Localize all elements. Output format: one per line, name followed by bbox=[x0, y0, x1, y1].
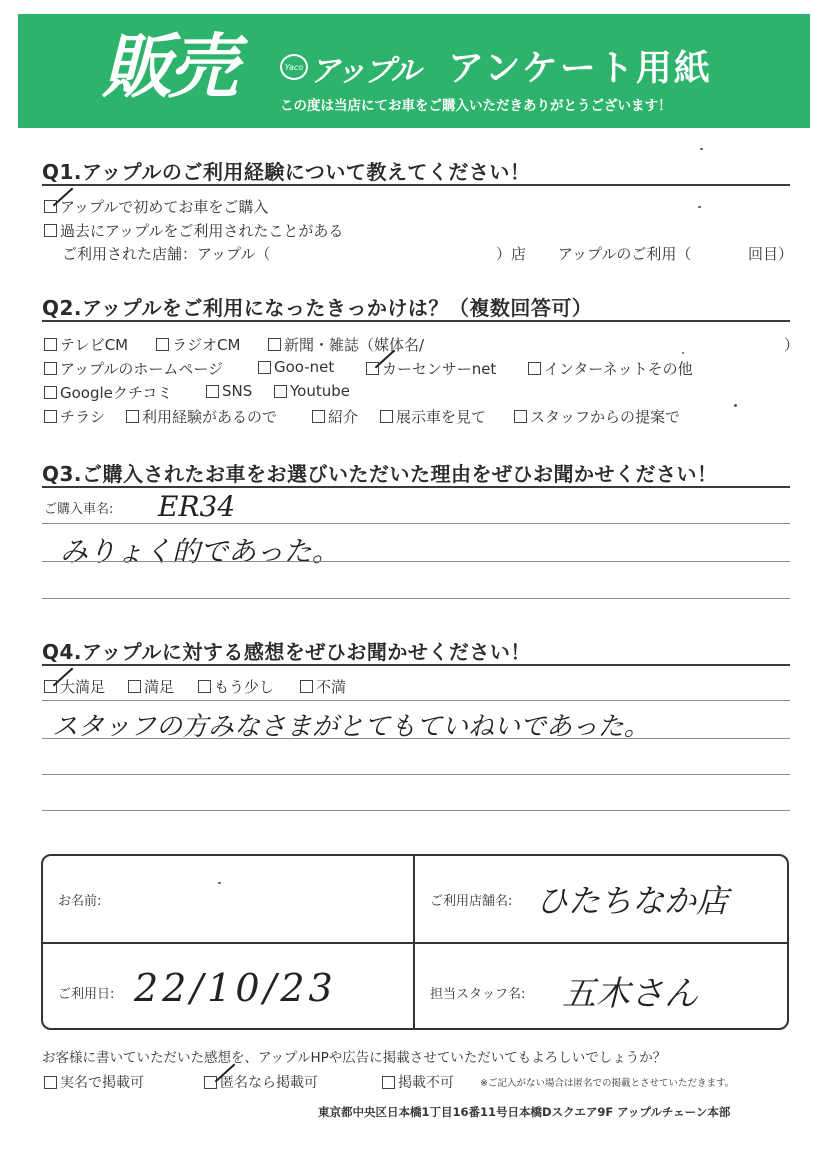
checkbox[interactable] bbox=[528, 362, 541, 375]
q2-option-sns[interactable]: SNS bbox=[206, 382, 252, 400]
q2-divider bbox=[42, 320, 790, 322]
q2-option-showroom-car[interactable]: 展示車を見て bbox=[380, 406, 486, 427]
q1-option-used-before[interactable]: 過去にアップルをご利用されたことがある bbox=[44, 220, 343, 241]
scan-speck bbox=[218, 882, 221, 884]
usage-count-suffix: 回目） bbox=[748, 245, 794, 263]
survey-title: アンケート用紙 bbox=[448, 48, 712, 89]
checkbox[interactable] bbox=[128, 680, 141, 693]
q2-option-homepage[interactable]: アップルのホームページ bbox=[44, 358, 223, 379]
q2-close-paren: ） bbox=[784, 336, 800, 354]
store-name-value[interactable]: ひたちなか店 bbox=[536, 882, 729, 920]
checkbox[interactable] bbox=[258, 361, 271, 374]
checkbox[interactable] bbox=[380, 410, 393, 423]
answer-line bbox=[42, 738, 790, 739]
q3-title: Q3.ご購入されたお車をお選びいただいた理由をぜひお聞かせください！ bbox=[42, 462, 718, 486]
brand-logo-text: アップル bbox=[310, 54, 419, 89]
q4-option-satisfied[interactable]: 満足 bbox=[128, 676, 174, 697]
store-used-label: ご利用された店舗：アップル（ bbox=[62, 245, 271, 263]
visit-date-label: ご利用日: bbox=[58, 987, 115, 1002]
q4-title: Q4.アップルに対する感想をぜひお聞かせください！ bbox=[42, 640, 531, 664]
checkbox[interactable] bbox=[312, 410, 325, 423]
info-box-divider bbox=[43, 942, 787, 944]
apple-logo-icon: Yaco bbox=[280, 54, 308, 80]
q2-option-flyer[interactable]: チラシ bbox=[44, 406, 105, 427]
q2-option-prior-use[interactable]: 利用経験があるので bbox=[126, 406, 277, 427]
checkbox[interactable] bbox=[156, 338, 169, 351]
store-name-label: ご利用店舗名: bbox=[430, 894, 513, 909]
car-name-value[interactable]: ER34 bbox=[158, 490, 236, 523]
checkbox[interactable] bbox=[268, 338, 281, 351]
answer-line bbox=[42, 810, 790, 811]
scan-speck bbox=[700, 148, 703, 150]
sale-heading: 販売 bbox=[102, 26, 234, 108]
q1-title: Q1.アップルのご利用経験について教えてください！ bbox=[42, 160, 531, 184]
checkbox[interactable] bbox=[44, 224, 57, 237]
q4-divider bbox=[42, 664, 790, 666]
q2-option-goo-net[interactable]: Goo-net bbox=[258, 358, 334, 376]
car-name-label: ご購入車名: bbox=[44, 502, 114, 517]
scan-speck bbox=[698, 206, 701, 208]
q2-option-referral[interactable]: 紹介 bbox=[312, 406, 358, 427]
q4-option-could-be-better[interactable]: もう少し bbox=[198, 676, 274, 697]
checkbox[interactable] bbox=[126, 410, 139, 423]
impression-answer[interactable]: スタッフの方みなさまがとてもていねいであった。 bbox=[52, 712, 650, 742]
checkbox[interactable] bbox=[44, 386, 57, 399]
usage-count-label: アップルのご利用（ bbox=[558, 245, 692, 263]
checkbox[interactable] bbox=[206, 385, 219, 398]
scan-speck bbox=[734, 404, 737, 407]
answer-line bbox=[42, 561, 790, 562]
staff-name-label: 担当スタッフ名: bbox=[430, 987, 526, 1002]
header-banner bbox=[18, 14, 810, 128]
checkbox[interactable] bbox=[198, 680, 211, 693]
q2-option-internet-other[interactable]: インターネットその他 bbox=[528, 358, 693, 379]
anonymous-default-note: ※ご記入がない場合は匿名での掲載とさせていただきます。 bbox=[480, 1078, 735, 1089]
q2-option-radio-cm[interactable]: ラジオCM bbox=[156, 334, 240, 355]
q2-option-carsensor[interactable]: カーセンサーnet bbox=[366, 358, 496, 379]
name-label: お名前: bbox=[58, 894, 102, 909]
checkbox[interactable] bbox=[300, 680, 313, 693]
consent-anonymous[interactable]: 匿名なら掲載可 bbox=[204, 1072, 318, 1092]
checkbox[interactable] bbox=[274, 385, 287, 398]
checkbox[interactable] bbox=[382, 1076, 395, 1089]
head-office-address: 東京都中央区日本橋1丁目16番11号日本橋Dスクエア9F アップルチェーン本部 bbox=[318, 1105, 731, 1119]
consent-not-allowed[interactable]: 掲載不可 bbox=[382, 1072, 454, 1092]
q2-option-tv-cm[interactable]: テレビCM bbox=[44, 334, 128, 355]
answer-line bbox=[42, 774, 790, 775]
answer-line bbox=[42, 523, 790, 524]
checkbox[interactable] bbox=[44, 338, 57, 351]
checkbox[interactable] bbox=[44, 1076, 57, 1089]
visit-date-value[interactable]: 22/10/23 bbox=[134, 966, 337, 1010]
q2-option-staff-suggestion[interactable]: スタッフからの提案で bbox=[514, 406, 680, 427]
q1-option-first-purchase[interactable]: アップルで初めてお車をご購入 bbox=[44, 196, 268, 217]
reason-answer[interactable]: みりょく的であった。 bbox=[60, 535, 340, 568]
answer-line bbox=[42, 700, 790, 701]
q1-divider bbox=[42, 184, 790, 186]
publication-consent-question: お客様に書いていただいた感想を、アップルHPや広告に掲載させていただいてもよろしいでしょうか？ bbox=[42, 1050, 667, 1066]
answer-line bbox=[42, 598, 790, 599]
checkbox[interactable] bbox=[44, 362, 57, 375]
q2-option-google-review[interactable]: Googleクチコミ bbox=[44, 382, 172, 403]
checkbox[interactable] bbox=[514, 410, 527, 423]
q4-option-dissatisfied[interactable]: 不満 bbox=[300, 676, 346, 697]
checkbox[interactable] bbox=[44, 410, 57, 423]
q2-option-newspaper[interactable]: 新聞・雑誌（媒体名/ bbox=[268, 334, 424, 355]
scan-speck bbox=[682, 352, 684, 354]
q2-option-youtube[interactable]: Youtube bbox=[274, 382, 350, 400]
q3-divider bbox=[42, 486, 790, 488]
consent-real-name[interactable]: 実名で掲載可 bbox=[44, 1072, 144, 1092]
q2-title: Q2.アップルをご利用になったきっかけは？（複数回答可） bbox=[42, 296, 593, 320]
store-used-suffix: ）店 bbox=[496, 245, 527, 263]
q4-option-very-satisfied[interactable]: 大満足 bbox=[44, 676, 105, 697]
staff-name-value[interactable]: 五木さん bbox=[562, 974, 698, 1014]
thank-you-message: この度は当店にてお車をご購入いただきありがとうございます！ bbox=[280, 98, 672, 114]
